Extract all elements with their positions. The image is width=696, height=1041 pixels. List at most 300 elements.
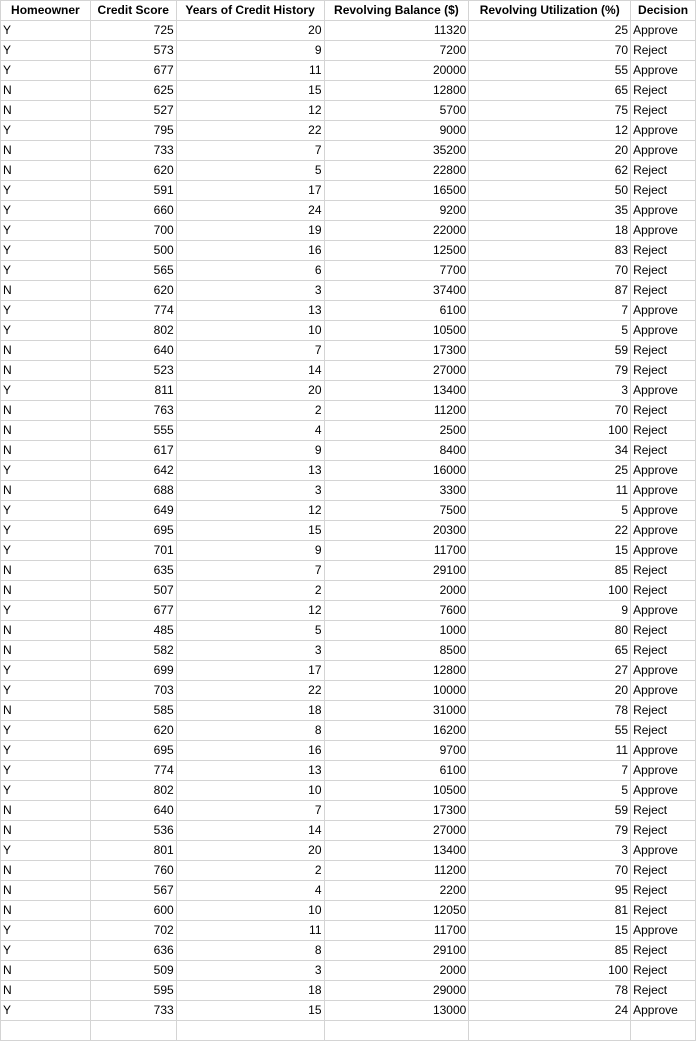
utilization-cell[interactable]: 5 (469, 321, 631, 341)
credit-score-cell[interactable]: 688 (90, 481, 176, 501)
decision-cell[interactable]: Approve (631, 461, 696, 481)
decision-cell[interactable]: Reject (631, 281, 696, 301)
credit-score-cell[interactable]: 582 (90, 641, 176, 661)
homeowner-cell[interactable]: N (1, 161, 91, 181)
header-years-credit-history[interactable]: Years of Credit History (176, 1, 324, 21)
homeowner-cell[interactable]: N (1, 981, 91, 1001)
credit-score-cell[interactable]: 536 (90, 821, 176, 841)
credit-score-cell[interactable]: 774 (90, 301, 176, 321)
credit-score-cell[interactable]: 811 (90, 381, 176, 401)
homeowner-cell[interactable]: Y (1, 501, 91, 521)
credit-score-cell[interactable]: 774 (90, 761, 176, 781)
decision-cell[interactable]: Reject (631, 801, 696, 821)
decision-cell[interactable]: Reject (631, 181, 696, 201)
years-history-cell[interactable]: 15 (176, 1001, 324, 1021)
revolving-balance-cell[interactable]: 7500 (324, 501, 469, 521)
revolving-balance-cell[interactable]: 1000 (324, 621, 469, 641)
decision-cell[interactable]: Reject (631, 561, 696, 581)
years-history-cell[interactable]: 10 (176, 781, 324, 801)
utilization-cell[interactable]: 15 (469, 541, 631, 561)
decision-cell[interactable]: Approve (631, 781, 696, 801)
credit-score-cell[interactable]: 802 (90, 321, 176, 341)
revolving-balance-cell[interactable]: 12800 (324, 661, 469, 681)
header-credit-score[interactable]: Credit Score (90, 1, 176, 21)
utilization-cell[interactable]: 12 (469, 121, 631, 141)
revolving-balance-cell[interactable]: 31000 (324, 701, 469, 721)
years-history-cell[interactable]: 17 (176, 181, 324, 201)
credit-score-cell[interactable]: 600 (90, 901, 176, 921)
credit-score-cell[interactable]: 620 (90, 161, 176, 181)
years-history-cell[interactable]: 3 (176, 281, 324, 301)
utilization-cell[interactable]: 78 (469, 701, 631, 721)
revolving-balance-cell[interactable]: 35200 (324, 141, 469, 161)
homeowner-cell[interactable]: Y (1, 381, 91, 401)
utilization-cell[interactable]: 59 (469, 341, 631, 361)
utilization-cell[interactable]: 11 (469, 741, 631, 761)
credit-score-cell[interactable]: 573 (90, 41, 176, 61)
years-history-cell[interactable]: 22 (176, 121, 324, 141)
homeowner-cell[interactable]: N (1, 881, 91, 901)
revolving-balance-cell[interactable]: 7200 (324, 41, 469, 61)
homeowner-cell[interactable]: N (1, 481, 91, 501)
utilization-cell[interactable]: 22 (469, 521, 631, 541)
credit-score-cell[interactable]: 677 (90, 61, 176, 81)
decision-cell[interactable]: Reject (631, 401, 696, 421)
decision-cell[interactable]: Approve (631, 601, 696, 621)
revolving-balance-cell[interactable]: 6100 (324, 301, 469, 321)
credit-score-cell[interactable]: 649 (90, 501, 176, 521)
homeowner-cell[interactable]: N (1, 821, 91, 841)
decision-cell[interactable]: Approve (631, 481, 696, 501)
decision-cell[interactable]: Approve (631, 221, 696, 241)
homeowner-cell[interactable]: Y (1, 61, 91, 81)
credit-score-cell[interactable]: 523 (90, 361, 176, 381)
revolving-balance-cell[interactable]: 13400 (324, 381, 469, 401)
years-history-cell[interactable]: 13 (176, 761, 324, 781)
utilization-cell[interactable]: 80 (469, 621, 631, 641)
utilization-cell[interactable]: 5 (469, 501, 631, 521)
utilization-cell[interactable]: 34 (469, 441, 631, 461)
utilization-cell[interactable]: 3 (469, 381, 631, 401)
years-history-cell[interactable]: 20 (176, 381, 324, 401)
homeowner-cell[interactable]: Y (1, 321, 91, 341)
utilization-cell[interactable]: 87 (469, 281, 631, 301)
credit-score-cell[interactable]: 760 (90, 861, 176, 881)
decision-cell[interactable]: Reject (631, 101, 696, 121)
utilization-cell[interactable]: 95 (469, 881, 631, 901)
empty-cell[interactable] (324, 1021, 469, 1041)
revolving-balance-cell[interactable]: 9200 (324, 201, 469, 221)
utilization-cell[interactable]: 25 (469, 461, 631, 481)
revolving-balance-cell[interactable]: 16500 (324, 181, 469, 201)
utilization-cell[interactable]: 5 (469, 781, 631, 801)
years-history-cell[interactable]: 7 (176, 341, 324, 361)
homeowner-cell[interactable]: Y (1, 241, 91, 261)
years-history-cell[interactable]: 3 (176, 961, 324, 981)
revolving-balance-cell[interactable]: 11200 (324, 401, 469, 421)
homeowner-cell[interactable]: Y (1, 221, 91, 241)
revolving-balance-cell[interactable]: 2000 (324, 581, 469, 601)
homeowner-cell[interactable]: Y (1, 181, 91, 201)
homeowner-cell[interactable]: N (1, 801, 91, 821)
years-history-cell[interactable]: 4 (176, 421, 324, 441)
revolving-balance-cell[interactable]: 6100 (324, 761, 469, 781)
revolving-balance-cell[interactable]: 27000 (324, 821, 469, 841)
years-history-cell[interactable]: 12 (176, 601, 324, 621)
credit-score-cell[interactable]: 509 (90, 961, 176, 981)
years-history-cell[interactable]: 18 (176, 701, 324, 721)
homeowner-cell[interactable]: Y (1, 921, 91, 941)
credit-score-cell[interactable]: 620 (90, 281, 176, 301)
utilization-cell[interactable]: 35 (469, 201, 631, 221)
revolving-balance-cell[interactable]: 27000 (324, 361, 469, 381)
decision-cell[interactable]: Reject (631, 41, 696, 61)
utilization-cell[interactable]: 15 (469, 921, 631, 941)
utilization-cell[interactable]: 85 (469, 941, 631, 961)
decision-cell[interactable]: Approve (631, 681, 696, 701)
utilization-cell[interactable]: 7 (469, 301, 631, 321)
credit-score-cell[interactable]: 702 (90, 921, 176, 941)
revolving-balance-cell[interactable]: 11700 (324, 541, 469, 561)
credit-score-cell[interactable]: 591 (90, 181, 176, 201)
years-history-cell[interactable]: 13 (176, 461, 324, 481)
homeowner-cell[interactable]: N (1, 441, 91, 461)
revolving-balance-cell[interactable]: 12500 (324, 241, 469, 261)
revolving-balance-cell[interactable]: 11200 (324, 861, 469, 881)
homeowner-cell[interactable]: Y (1, 601, 91, 621)
revolving-balance-cell[interactable]: 13400 (324, 841, 469, 861)
homeowner-cell[interactable]: Y (1, 681, 91, 701)
revolving-balance-cell[interactable]: 11700 (324, 921, 469, 941)
homeowner-cell[interactable]: N (1, 361, 91, 381)
credit-score-cell[interactable]: 660 (90, 201, 176, 221)
revolving-balance-cell[interactable]: 8400 (324, 441, 469, 461)
credit-score-cell[interactable]: 695 (90, 521, 176, 541)
years-history-cell[interactable]: 7 (176, 561, 324, 581)
decision-cell[interactable]: Approve (631, 301, 696, 321)
credit-score-cell[interactable]: 640 (90, 801, 176, 821)
credit-score-cell[interactable]: 701 (90, 541, 176, 561)
decision-cell[interactable]: Reject (631, 341, 696, 361)
years-history-cell[interactable]: 3 (176, 641, 324, 661)
years-history-cell[interactable]: 11 (176, 61, 324, 81)
utilization-cell[interactable]: 70 (469, 861, 631, 881)
revolving-balance-cell[interactable]: 10500 (324, 781, 469, 801)
homeowner-cell[interactable]: N (1, 561, 91, 581)
homeowner-cell[interactable]: Y (1, 941, 91, 961)
years-history-cell[interactable]: 7 (176, 801, 324, 821)
decision-cell[interactable]: Reject (631, 641, 696, 661)
years-history-cell[interactable]: 2 (176, 401, 324, 421)
homeowner-cell[interactable]: Y (1, 541, 91, 561)
homeowner-cell[interactable]: Y (1, 461, 91, 481)
homeowner-cell[interactable]: N (1, 961, 91, 981)
revolving-balance-cell[interactable]: 16200 (324, 721, 469, 741)
revolving-balance-cell[interactable]: 7600 (324, 601, 469, 621)
decision-cell[interactable]: Approve (631, 381, 696, 401)
credit-score-cell[interactable]: 700 (90, 221, 176, 241)
revolving-balance-cell[interactable]: 3300 (324, 481, 469, 501)
years-history-cell[interactable]: 5 (176, 621, 324, 641)
years-history-cell[interactable]: 12 (176, 101, 324, 121)
credit-score-cell[interactable]: 595 (90, 981, 176, 1001)
credit-score-cell[interactable]: 620 (90, 721, 176, 741)
revolving-balance-cell[interactable]: 5700 (324, 101, 469, 121)
years-history-cell[interactable]: 14 (176, 361, 324, 381)
homeowner-cell[interactable]: Y (1, 841, 91, 861)
header-revolving-balance[interactable]: Revolving Balance ($) (324, 1, 469, 21)
revolving-balance-cell[interactable]: 2500 (324, 421, 469, 441)
years-history-cell[interactable]: 16 (176, 741, 324, 761)
empty-cell[interactable] (176, 1021, 324, 1041)
credit-score-cell[interactable]: 725 (90, 21, 176, 41)
utilization-cell[interactable]: 65 (469, 81, 631, 101)
utilization-cell[interactable]: 27 (469, 661, 631, 681)
years-history-cell[interactable]: 14 (176, 821, 324, 841)
credit-score-cell[interactable]: 763 (90, 401, 176, 421)
homeowner-cell[interactable]: Y (1, 201, 91, 221)
revolving-balance-cell[interactable]: 8500 (324, 641, 469, 661)
empty-cell[interactable] (469, 1021, 631, 1041)
utilization-cell[interactable]: 70 (469, 41, 631, 61)
utilization-cell[interactable]: 79 (469, 361, 631, 381)
years-history-cell[interactable]: 18 (176, 981, 324, 1001)
decision-cell[interactable]: Approve (631, 121, 696, 141)
decision-cell[interactable]: Reject (631, 821, 696, 841)
decision-cell[interactable]: Reject (631, 881, 696, 901)
header-homeowner[interactable]: Homeowner (1, 1, 91, 21)
homeowner-cell[interactable]: N (1, 81, 91, 101)
homeowner-cell[interactable]: Y (1, 721, 91, 741)
utilization-cell[interactable]: 50 (469, 181, 631, 201)
credit-score-cell[interactable]: 625 (90, 81, 176, 101)
revolving-balance-cell[interactable]: 2200 (324, 881, 469, 901)
credit-score-cell[interactable]: 695 (90, 741, 176, 761)
revolving-balance-cell[interactable]: 13000 (324, 1001, 469, 1021)
homeowner-cell[interactable]: Y (1, 781, 91, 801)
credit-score-cell[interactable]: 507 (90, 581, 176, 601)
years-history-cell[interactable]: 10 (176, 901, 324, 921)
homeowner-cell[interactable]: N (1, 861, 91, 881)
homeowner-cell[interactable]: N (1, 701, 91, 721)
credit-score-cell[interactable]: 500 (90, 241, 176, 261)
homeowner-cell[interactable]: Y (1, 521, 91, 541)
homeowner-cell[interactable]: Y (1, 121, 91, 141)
utilization-cell[interactable]: 7 (469, 761, 631, 781)
revolving-balance-cell[interactable]: 17300 (324, 341, 469, 361)
revolving-balance-cell[interactable]: 16000 (324, 461, 469, 481)
credit-score-cell[interactable]: 642 (90, 461, 176, 481)
years-history-cell[interactable]: 3 (176, 481, 324, 501)
years-history-cell[interactable]: 19 (176, 221, 324, 241)
decision-cell[interactable]: Reject (631, 941, 696, 961)
decision-cell[interactable]: Approve (631, 921, 696, 941)
credit-score-cell[interactable]: 802 (90, 781, 176, 801)
years-history-cell[interactable]: 12 (176, 501, 324, 521)
revolving-balance-cell[interactable]: 22800 (324, 161, 469, 181)
decision-cell[interactable]: Reject (631, 441, 696, 461)
homeowner-cell[interactable]: N (1, 641, 91, 661)
years-history-cell[interactable]: 13 (176, 301, 324, 321)
years-history-cell[interactable]: 9 (176, 41, 324, 61)
years-history-cell[interactable]: 22 (176, 681, 324, 701)
utilization-cell[interactable]: 9 (469, 601, 631, 621)
homeowner-cell[interactable]: N (1, 101, 91, 121)
decision-cell[interactable]: Approve (631, 541, 696, 561)
decision-cell[interactable]: Reject (631, 261, 696, 281)
revolving-balance-cell[interactable]: 11320 (324, 21, 469, 41)
decision-cell[interactable]: Approve (631, 201, 696, 221)
decision-cell[interactable]: Reject (631, 961, 696, 981)
credit-score-cell[interactable]: 565 (90, 261, 176, 281)
decision-cell[interactable]: Approve (631, 761, 696, 781)
decision-cell[interactable]: Reject (631, 81, 696, 101)
homeowner-cell[interactable]: Y (1, 301, 91, 321)
decision-cell[interactable]: Reject (631, 421, 696, 441)
utilization-cell[interactable]: 100 (469, 421, 631, 441)
revolving-balance-cell[interactable]: 22000 (324, 221, 469, 241)
decision-cell[interactable]: Reject (631, 161, 696, 181)
utilization-cell[interactable]: 79 (469, 821, 631, 841)
decision-cell[interactable]: Reject (631, 721, 696, 741)
decision-cell[interactable]: Reject (631, 701, 696, 721)
years-history-cell[interactable]: 11 (176, 921, 324, 941)
utilization-cell[interactable]: 81 (469, 901, 631, 921)
decision-cell[interactable]: Reject (631, 901, 696, 921)
utilization-cell[interactable]: 70 (469, 401, 631, 421)
empty-cell[interactable] (1, 1021, 91, 1041)
decision-cell[interactable]: Reject (631, 981, 696, 1001)
utilization-cell[interactable]: 24 (469, 1001, 631, 1021)
credit-score-cell[interactable]: 703 (90, 681, 176, 701)
utilization-cell[interactable]: 85 (469, 561, 631, 581)
utilization-cell[interactable]: 100 (469, 581, 631, 601)
decision-cell[interactable]: Approve (631, 501, 696, 521)
revolving-balance-cell[interactable]: 10000 (324, 681, 469, 701)
homeowner-cell[interactable]: N (1, 621, 91, 641)
revolving-balance-cell[interactable]: 12800 (324, 81, 469, 101)
header-decision[interactable]: Decision (631, 1, 696, 21)
homeowner-cell[interactable]: N (1, 401, 91, 421)
credit-score-cell[interactable]: 640 (90, 341, 176, 361)
homeowner-cell[interactable]: Y (1, 41, 91, 61)
decision-cell[interactable]: Approve (631, 141, 696, 161)
revolving-balance-cell[interactable]: 29100 (324, 561, 469, 581)
revolving-balance-cell[interactable]: 9700 (324, 741, 469, 761)
credit-score-cell[interactable]: 677 (90, 601, 176, 621)
decision-cell[interactable]: Reject (631, 581, 696, 601)
decision-cell[interactable]: Reject (631, 861, 696, 881)
years-history-cell[interactable]: 5 (176, 161, 324, 181)
credit-score-cell[interactable]: 617 (90, 441, 176, 461)
credit-score-cell[interactable]: 555 (90, 421, 176, 441)
years-history-cell[interactable]: 17 (176, 661, 324, 681)
revolving-balance-cell[interactable]: 2000 (324, 961, 469, 981)
years-history-cell[interactable]: 2 (176, 861, 324, 881)
revolving-balance-cell[interactable]: 9000 (324, 121, 469, 141)
homeowner-cell[interactable]: N (1, 901, 91, 921)
utilization-cell[interactable]: 83 (469, 241, 631, 261)
utilization-cell[interactable]: 55 (469, 721, 631, 741)
utilization-cell[interactable]: 100 (469, 961, 631, 981)
revolving-balance-cell[interactable]: 10500 (324, 321, 469, 341)
decision-cell[interactable]: Approve (631, 841, 696, 861)
years-history-cell[interactable]: 20 (176, 21, 324, 41)
revolving-balance-cell[interactable]: 20300 (324, 521, 469, 541)
empty-cell[interactable] (90, 1021, 176, 1041)
utilization-cell[interactable]: 55 (469, 61, 631, 81)
utilization-cell[interactable]: 70 (469, 261, 631, 281)
credit-score-cell[interactable]: 567 (90, 881, 176, 901)
homeowner-cell[interactable]: N (1, 341, 91, 361)
years-history-cell[interactable]: 2 (176, 581, 324, 601)
decision-cell[interactable]: Approve (631, 521, 696, 541)
credit-score-cell[interactable]: 699 (90, 661, 176, 681)
header-revolving-utilization[interactable]: Revolving Utilization (%) (469, 1, 631, 21)
years-history-cell[interactable]: 15 (176, 521, 324, 541)
credit-score-cell[interactable]: 795 (90, 121, 176, 141)
years-history-cell[interactable]: 8 (176, 941, 324, 961)
years-history-cell[interactable]: 24 (176, 201, 324, 221)
utilization-cell[interactable]: 25 (469, 21, 631, 41)
decision-cell[interactable]: Approve (631, 741, 696, 761)
utilization-cell[interactable]: 20 (469, 681, 631, 701)
decision-cell[interactable]: Approve (631, 61, 696, 81)
utilization-cell[interactable]: 62 (469, 161, 631, 181)
homeowner-cell[interactable]: Y (1, 741, 91, 761)
years-history-cell[interactable]: 7 (176, 141, 324, 161)
years-history-cell[interactable]: 4 (176, 881, 324, 901)
years-history-cell[interactable]: 16 (176, 241, 324, 261)
decision-cell[interactable]: Reject (631, 621, 696, 641)
homeowner-cell[interactable]: Y (1, 661, 91, 681)
credit-score-cell[interactable]: 733 (90, 141, 176, 161)
revolving-balance-cell[interactable]: 7700 (324, 261, 469, 281)
homeowner-cell[interactable]: N (1, 421, 91, 441)
credit-score-cell[interactable]: 635 (90, 561, 176, 581)
credit-score-cell[interactable]: 636 (90, 941, 176, 961)
revolving-balance-cell[interactable]: 29000 (324, 981, 469, 1001)
utilization-cell[interactable]: 59 (469, 801, 631, 821)
decision-cell[interactable]: Reject (631, 241, 696, 261)
homeowner-cell[interactable]: N (1, 581, 91, 601)
decision-cell[interactable]: Approve (631, 1001, 696, 1021)
revolving-balance-cell[interactable]: 29100 (324, 941, 469, 961)
utilization-cell[interactable]: 78 (469, 981, 631, 1001)
credit-score-cell[interactable]: 485 (90, 621, 176, 641)
decision-cell[interactable]: Approve (631, 321, 696, 341)
utilization-cell[interactable]: 65 (469, 641, 631, 661)
homeowner-cell[interactable]: N (1, 141, 91, 161)
credit-score-cell[interactable]: 585 (90, 701, 176, 721)
utilization-cell[interactable]: 75 (469, 101, 631, 121)
decision-cell[interactable]: Approve (631, 21, 696, 41)
utilization-cell[interactable]: 20 (469, 141, 631, 161)
homeowner-cell[interactable]: Y (1, 1001, 91, 1021)
utilization-cell[interactable]: 3 (469, 841, 631, 861)
credit-score-cell[interactable]: 801 (90, 841, 176, 861)
revolving-balance-cell[interactable]: 37400 (324, 281, 469, 301)
years-history-cell[interactable]: 8 (176, 721, 324, 741)
decision-cell[interactable]: Reject (631, 361, 696, 381)
credit-score-cell[interactable]: 733 (90, 1001, 176, 1021)
homeowner-cell[interactable]: Y (1, 21, 91, 41)
empty-cell[interactable] (631, 1021, 696, 1041)
years-history-cell[interactable]: 20 (176, 841, 324, 861)
decision-cell[interactable]: Approve (631, 661, 696, 681)
utilization-cell[interactable]: 18 (469, 221, 631, 241)
homeowner-cell[interactable]: N (1, 281, 91, 301)
